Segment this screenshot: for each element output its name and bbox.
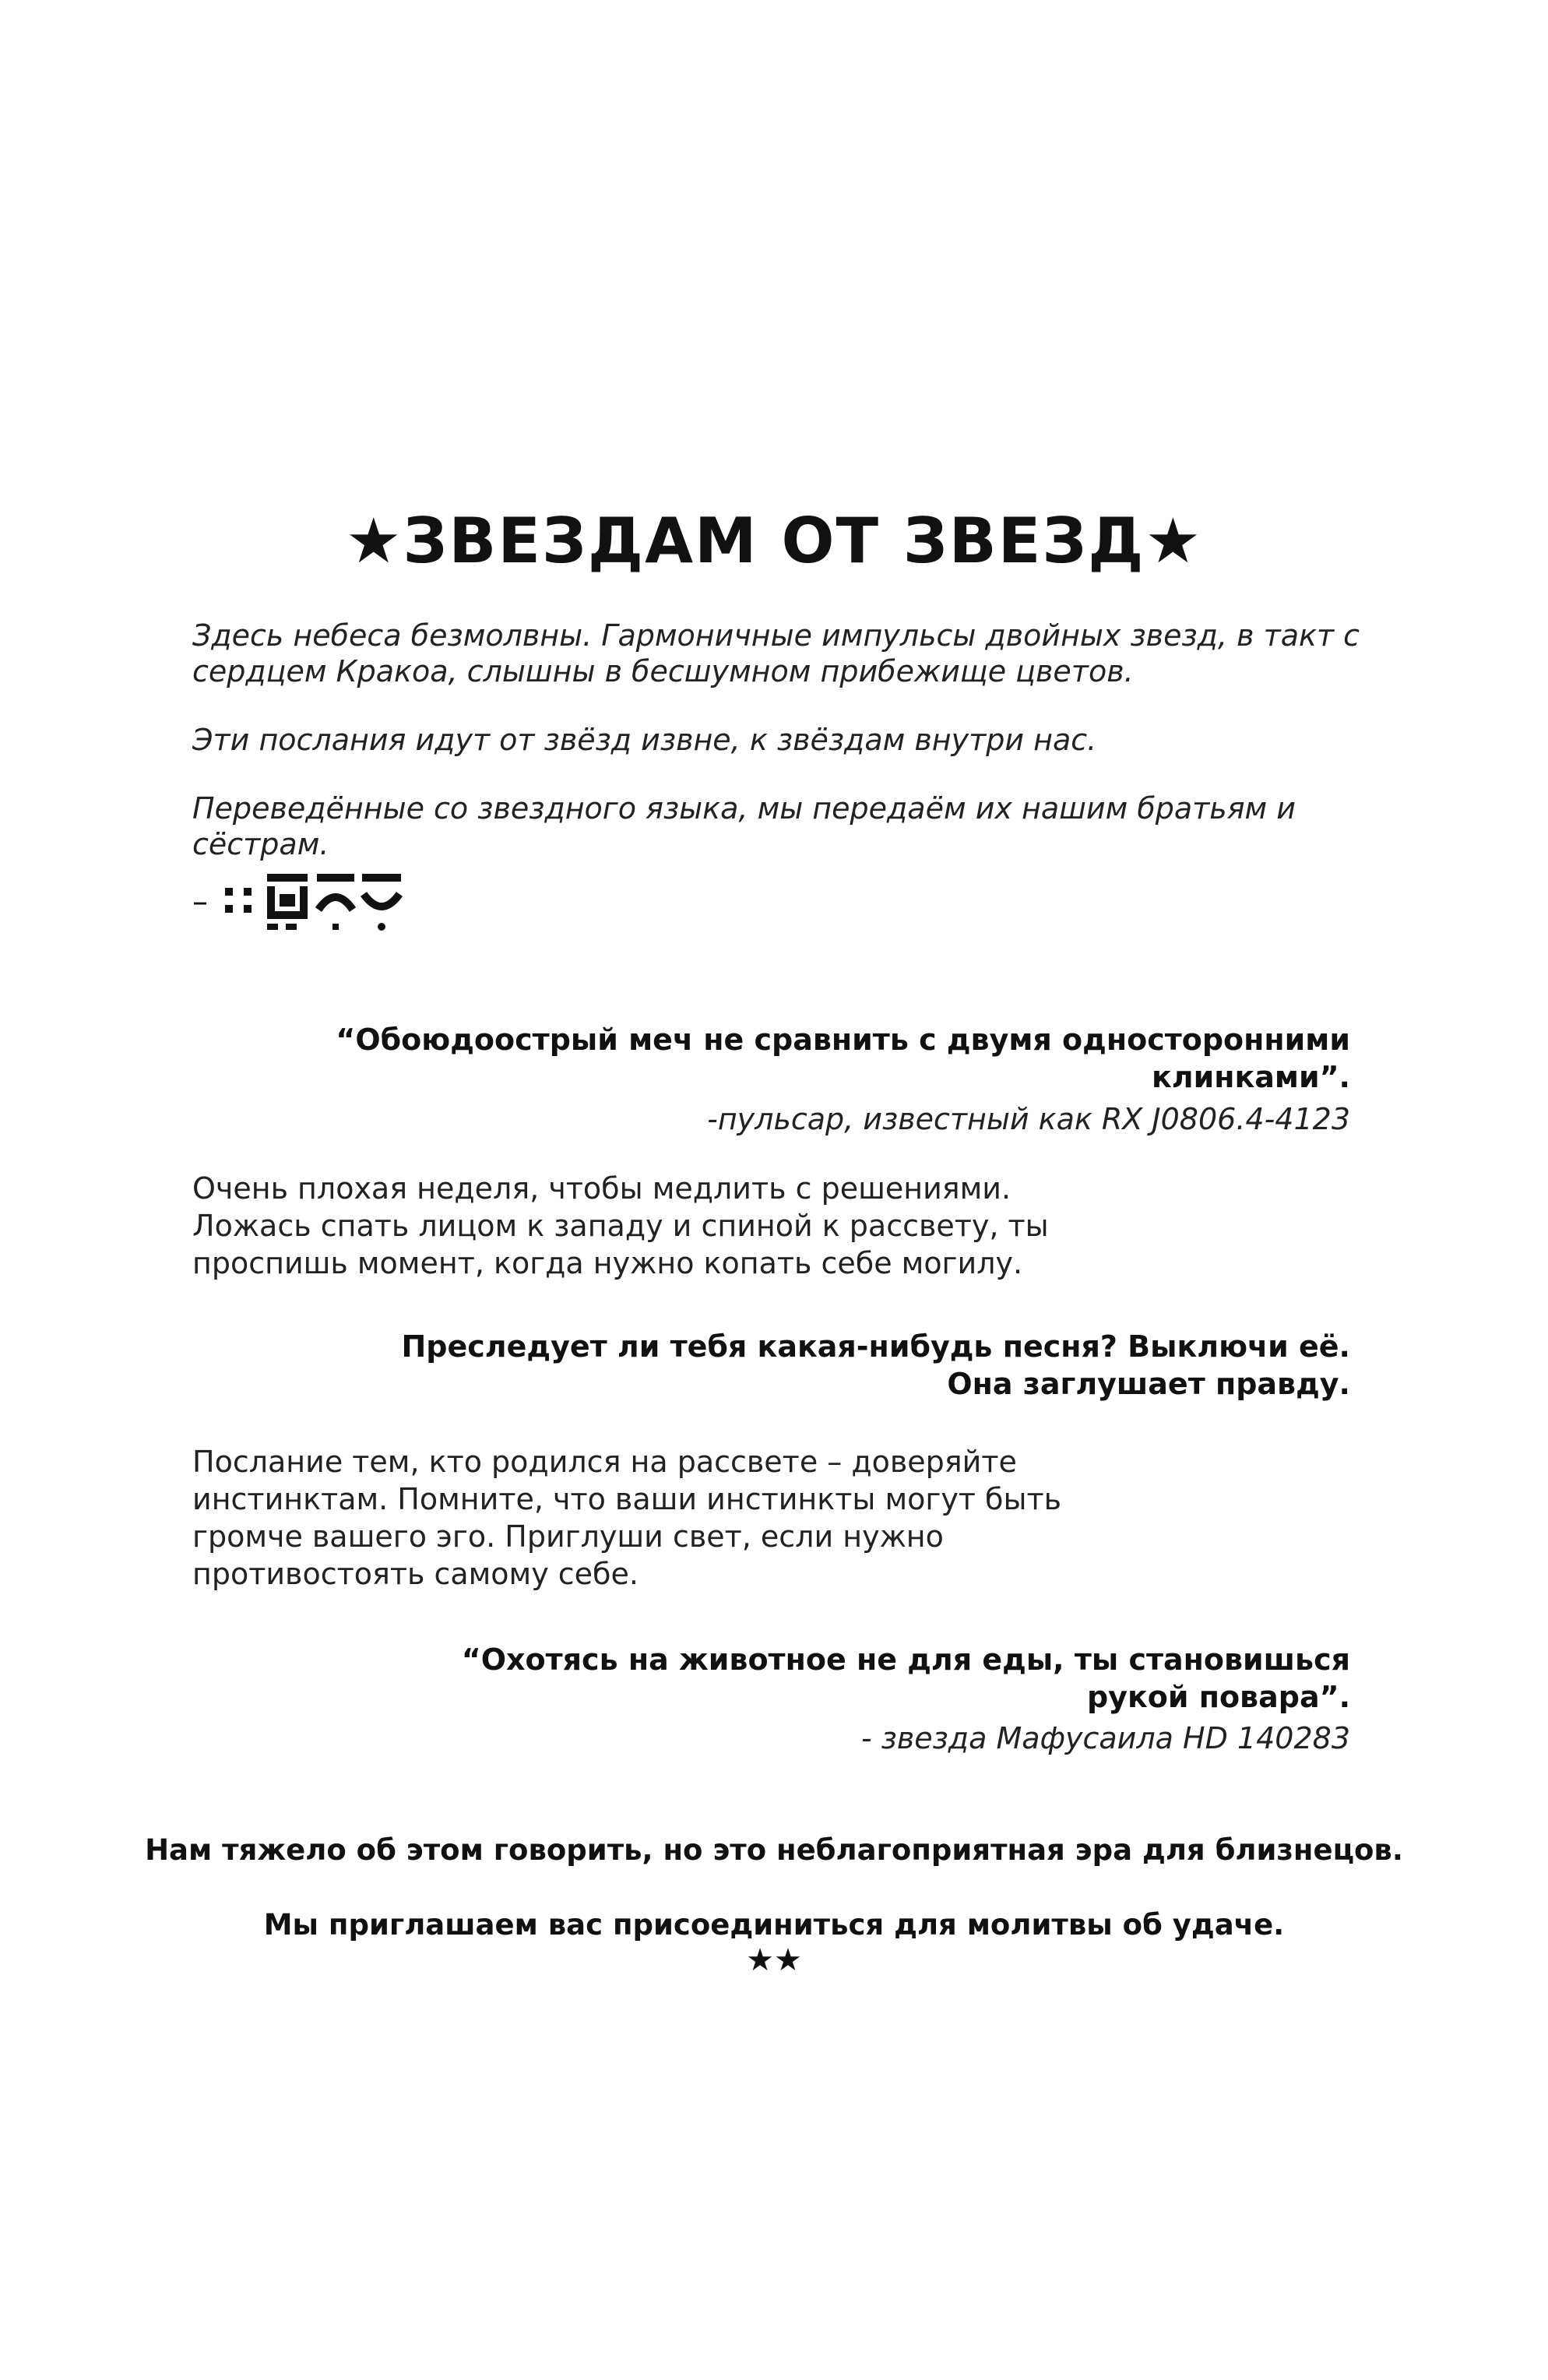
quote-2: Преследует ли тебя какая-нибудь песня? Выключи её. Она заглушает правду.: [401, 1329, 1350, 1401]
page-title: ★ЗВЕЗДАМ ОТ ЗВЕЗД★: [345, 505, 1203, 577]
intro-paragraph-2: Эти послания идут от звёзд извне, к звёздам внутри нас.: [192, 723, 1097, 757]
horoscope-paragraph-1: Очень плохая неделя, чтобы медлить с решениями. Ложась спать лицом к западу и спиной к рассвету, ты проспишь момент, когда нужно копать себе могилу.: [192, 1171, 1049, 1280]
intro-block-3: [192, 790, 1368, 862]
krakoan-signature-icon: [219, 871, 406, 933]
quote-3-attribution: - звезда Мафусаила HD 140283: [860, 1721, 1350, 1755]
quote-1: “Обоюдоострый меч не сравнить с двумя односторонними клинками”.: [336, 1023, 1350, 1094]
intro-paragraph-3: Переведённые со звездного языка, мы передаём их нашим братьям и сёстрам.: [192, 791, 1296, 861]
intro-block-2: [192, 722, 1368, 758]
horoscope-paragraph-2: Послание тем, кто родился на рассвете – доверяйте инстинктам. Помните, что ваши инстинкты могут быть громче вашего эго. Приглуши свет, если нужно противостоять самому себе.: [192, 1445, 1061, 1591]
closing-line-1: Нам тяжело об этом говорить, но это неблагоприятная эра для близнецов.: [145, 1833, 1403, 1867]
intro-paragraph-1: Здесь небеса безмолвны. Гармоничные импульсы двойных звезд, в такт с сердцем Кракоа, слышны в бесшумном прибежище цветов.: [192, 618, 1360, 688]
intro-block: [192, 618, 1368, 689]
signature-dash: –: [192, 884, 208, 920]
closing-stars: ★★: [746, 1942, 802, 1978]
signature: [192, 871, 406, 933]
closing-line-2: Мы приглашаем вас присоединиться для молитвы об удаче.: [263, 1908, 1285, 1942]
quote-3: “Охотясь на животное не для еды, ты становишься рукой повара”.: [461, 1642, 1350, 1714]
quote-1-attribution: -пульсар, известный как RX J0806.4-4123: [707, 1102, 1350, 1136]
